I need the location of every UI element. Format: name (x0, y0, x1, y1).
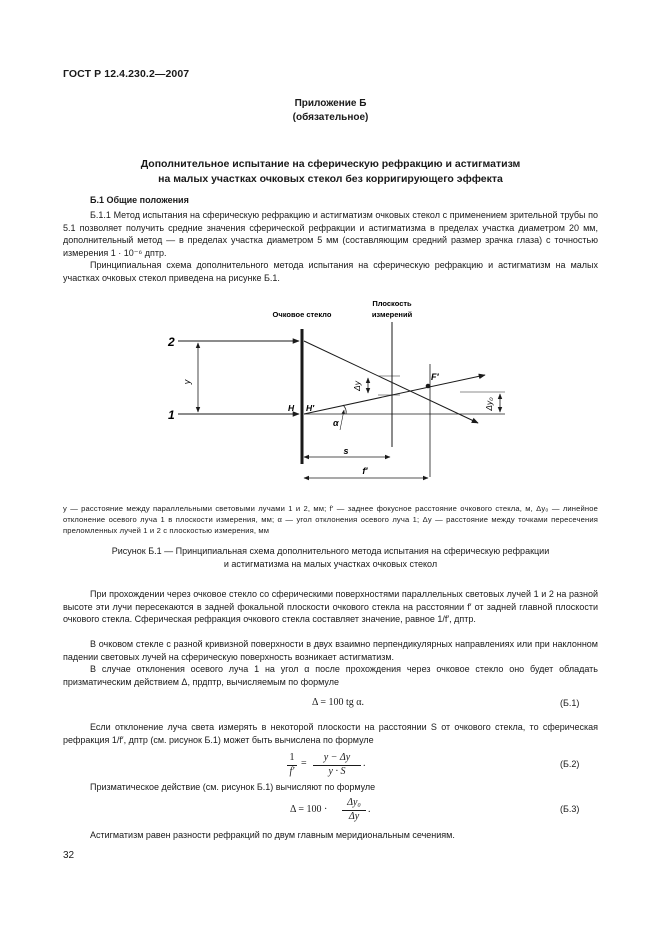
paragraph-sphere-formula (63, 721, 598, 746)
eq2-rhs-den: y · S (328, 766, 346, 777)
equation-b3 (290, 797, 410, 827)
principal-plane-h1-label: H′ (306, 403, 315, 413)
equation-b3-number: (Б.3) (560, 804, 580, 814)
eq3-num: Δy₀ (347, 797, 361, 808)
paragraph-astigmatism (63, 638, 598, 663)
paragraph-astigmatism-text: В очковом стекле с разной кривизной поверхности в двух взаимно перпендикулярных направлениях или при наклонном падении световых лучей на сферическую поверхность возникает астигматизм. (63, 639, 598, 662)
appendix-heading (63, 97, 598, 125)
paragraph-b11-text: Б.1.1 Метод испытания на сферическую рефракцию и астигматизм очковых стекол с применением зрительной трубы по 5.1 позволяет получить средние значения сферической рефракции и астигматизма в пределах участка диаметром 20 мм, дополнительный метод — в пределах участка диаметром 5 мм (составляющим средний размер зрачка глаза) с точностью измерения 1 · 10⁻⁶ дптр. (63, 210, 598, 258)
focus-label: F′ (431, 372, 439, 382)
paragraph-b11 (63, 209, 598, 259)
eq3-period: . (368, 804, 371, 815)
paragraph-prism-text: В случае отклонения осевого луча 1 на угол α после прохождения через очковое стекло оно будет обладать призматическим действием Δ, прдптр, вычисляемым по формуле (63, 664, 598, 687)
eq2-equals: = (301, 758, 307, 769)
equation-b2 (287, 752, 387, 782)
paragraph-refraction (63, 588, 598, 626)
caption-line-2: и астигматизма на малых участках очковых стекол (223, 558, 438, 569)
paragraph-astig-definition (63, 829, 598, 842)
caption-line-1: Рисунок Б.1 — Принципиальная схема дополнительного метода испытания на сферическую рефракции (111, 546, 550, 556)
equation-b1: Δ = 100 tg α. (312, 697, 365, 708)
figure-b1-diagram (160, 292, 520, 492)
title-line-1: Дополнительное испытание на сферическую рефракцию и астигматизм (140, 158, 521, 170)
appendix-title: Приложение Б (294, 98, 367, 109)
paragraph-astig-definition-text: Астигматизм равен разности рефракций по двум главным меридиональным сечениям. (90, 830, 455, 840)
document-title (63, 157, 598, 187)
eq3-den: Δy (348, 811, 360, 822)
alpha-leader (340, 410, 344, 430)
eq2-lhs-num: 1 (289, 752, 295, 763)
title-line-2: на малых участках очковых стекол без корригирующего эффекта (158, 173, 503, 185)
section-heading: Б.1 Общие положения (90, 195, 189, 205)
paragraph-prism-formula-text: Призматическое действие (см. рисунок Б.1) вычисляют по формуле (90, 782, 376, 792)
page-number: 32 (63, 850, 75, 861)
eq2-period: . (363, 758, 366, 769)
eq2-lhs-den: f′ (289, 766, 295, 777)
f-label: f′ (362, 466, 368, 476)
ray-1-refracted (304, 375, 485, 414)
eq2-rhs-num: y − Δy (323, 752, 351, 763)
equation-b2-number: (Б.2) (560, 759, 580, 769)
appendix-status: (обязательное) (292, 112, 369, 123)
paragraph-figure-ref (63, 259, 598, 284)
figure-note: y — расстояние между параллельными световыми лучами 1 и 2, мм; f′ — заднее фокусное расстояние очкового стекла, м, Δy₀ — линейное отклонение осевого луча 1 в плоскости измерения, мм; α — угол отклонения осевого луча 1; Δy — расстояние между точками пересечения преломленных лучей 1 и 2 с плоскостью измерения, мм (63, 504, 598, 536)
eq3-lhs: Δ = 100 · (290, 804, 328, 815)
label-lens: Очковое стекло (272, 310, 332, 319)
equation-b1-number: (Б.1) (560, 698, 580, 708)
figure-caption (63, 545, 598, 570)
standard-number: ГОСТ Р 12.4.230.2—2007 (63, 68, 190, 80)
dy-label: Δy (352, 381, 362, 391)
label-plane-1: Плоскость (372, 299, 412, 308)
paragraph-prism-formula (63, 781, 598, 794)
label-plane-2: измерений (371, 310, 413, 319)
paragraph-sphere-formula-text: Если отклонение луча света измерять в некоторой плоскости на расстоянии S от очкового стекла, то сферическая рефракция 1/f′, дптр (см. рисунок Б.1) может быть вычислена по формуле (63, 722, 598, 745)
s-label: s (343, 446, 349, 456)
ray-2-label: 2 (168, 335, 175, 349)
paragraph-refraction-text: При прохождении через очковое стекло со сферическими поверхностями параллельных световых лучей 1 и 2 на разной высоте эти лучи пересекаются в задней фокальной плоскости очкового стекла на расстоянии f′ от задней главной плоскости очкового стекла. Сферическая рефракция очкового стекла составляет значение, равное 1/f′, дптр. (63, 589, 598, 625)
ray-1-label: 1 (168, 408, 175, 422)
paragraph-figure-ref-text: Принципиальная схема дополнительного метода испытания на сферическую рефракцию и астигматизм на малых участках очковых стекол приведена на рисунке Б.1. (63, 260, 598, 283)
paragraph-prism (63, 663, 598, 688)
dy0-label: Δy₀ (484, 397, 494, 411)
alpha-label: α (333, 418, 339, 428)
y-label: y (182, 379, 192, 385)
focus-point (426, 384, 431, 389)
principal-plane-h-label: H (288, 403, 295, 413)
